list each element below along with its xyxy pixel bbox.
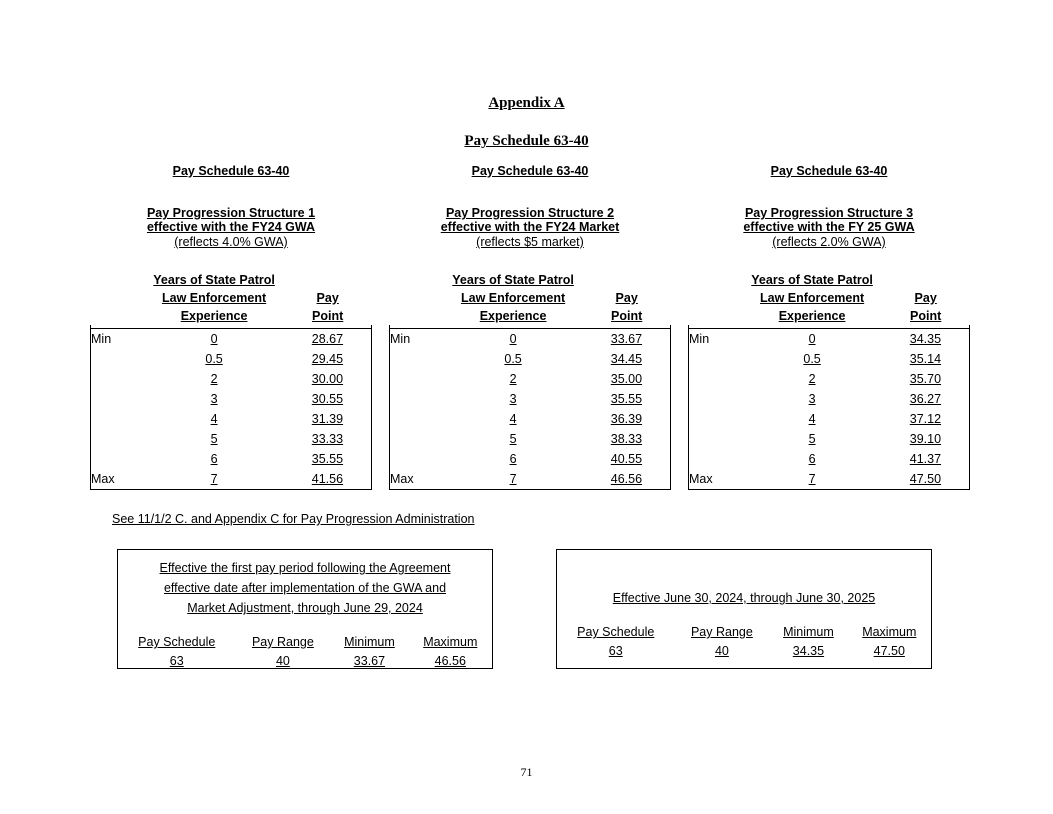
row-point-value: 33.67	[610, 332, 643, 346]
table-row	[689, 409, 970, 429]
table-row	[390, 409, 671, 429]
row-marker	[689, 389, 743, 409]
column-1-schedule-heading: Pay Schedule 63-40	[172, 164, 290, 178]
table-1-pay-header	[284, 271, 372, 325]
row-marker	[689, 349, 743, 369]
row-years	[742, 409, 882, 429]
table-row	[689, 469, 970, 490]
row-years	[742, 349, 882, 369]
box-right-title	[557, 550, 931, 608]
row-years-value: 0.5	[803, 352, 821, 366]
row-point	[583, 429, 671, 449]
row-point	[583, 329, 671, 350]
pay-structure-column-1	[90, 164, 372, 490]
row-point-value: 36.27	[909, 392, 942, 406]
table-row	[689, 449, 970, 469]
table-1-years-header	[144, 271, 284, 325]
row-point	[882, 469, 970, 490]
row-point	[583, 369, 671, 389]
row-marker	[689, 369, 743, 389]
row-years-value: 7	[210, 472, 218, 486]
row-marker	[91, 429, 145, 449]
row-point	[882, 449, 970, 469]
row-years	[144, 449, 284, 469]
row-years-value: 6	[808, 452, 816, 466]
row-point	[583, 409, 671, 429]
row-point	[882, 409, 970, 429]
row-years	[443, 409, 583, 429]
row-point-value: 46.56	[610, 472, 643, 486]
row-point-value: 29.45	[311, 352, 344, 366]
table-row	[390, 449, 671, 469]
box-left-value-pay-range-text: 40	[275, 654, 290, 668]
box-right-header-pay-schedule: Pay Schedule	[577, 625, 655, 639]
administration-note: See 11/1/2 C. and Appendix C for Pay Progression Administration	[112, 512, 475, 526]
box-right-header-pay-range: Pay Range	[690, 625, 753, 639]
column-2-structure-line2: effective with the FY24 Market	[440, 220, 620, 234]
box-left-title-line2: effective date after implementation of the GWA and	[163, 581, 447, 595]
table-1-years-line2: Law Enforcement	[161, 291, 267, 305]
table-2-body	[390, 329, 671, 490]
row-point-value: 30.55	[311, 392, 344, 406]
box-right-title-line1: Effective June 30, 2024, through June 30, 2025	[612, 591, 876, 605]
table-2-pay-header	[583, 271, 671, 325]
table-2-pay-line2: Point	[611, 309, 643, 323]
row-point	[284, 409, 372, 429]
row-point-value: 31.39	[311, 412, 344, 426]
box-right-value-maximum-text: 47.50	[873, 644, 905, 658]
row-point-value: 38.33	[610, 432, 643, 446]
pay-structure-column-2	[389, 164, 671, 490]
row-point	[583, 389, 671, 409]
row-years-value: 2	[808, 372, 816, 386]
row-point-value: 34.45	[610, 352, 643, 366]
table-row	[91, 369, 372, 389]
table-row	[91, 449, 372, 469]
row-years	[742, 329, 882, 350]
row-years	[443, 329, 583, 350]
box-right-value-pay-schedule-text: 63	[608, 644, 623, 658]
row-years	[742, 469, 882, 490]
table-row	[689, 329, 970, 350]
table-3-years-line2: Law Enforcement	[759, 291, 865, 305]
table-2-years-line1: Years of State Patrol	[452, 273, 574, 287]
row-marker	[689, 429, 743, 449]
row-years	[742, 389, 882, 409]
box-left-value-maximum	[409, 653, 492, 669]
row-marker	[689, 449, 743, 469]
row-marker: Min	[91, 329, 145, 350]
row-marker	[390, 409, 444, 429]
row-point-value: 34.35	[909, 332, 942, 346]
row-point-value: 35.70	[909, 372, 942, 386]
row-marker	[91, 349, 145, 369]
column-2-structure-note: (reflects $5 market)	[476, 235, 584, 249]
box-left-table	[118, 634, 492, 669]
table-3-years-line3: Experience	[778, 309, 846, 323]
row-point	[284, 429, 372, 449]
table-1-years-line3: Experience	[180, 309, 248, 323]
row-marker	[91, 389, 145, 409]
column-2-schedule-heading: Pay Schedule 63-40	[471, 164, 589, 178]
row-marker	[390, 389, 444, 409]
row-marker	[91, 369, 145, 389]
row-marker: Max	[91, 469, 145, 490]
row-years	[144, 409, 284, 429]
row-marker: Min	[390, 329, 444, 350]
row-point-value: 33.33	[311, 432, 344, 446]
box-left-header-maximum: Maximum	[423, 635, 478, 649]
row-point	[284, 449, 372, 469]
box-right-header-minimum: Minimum	[783, 625, 834, 639]
row-point-value: 47.50	[909, 472, 942, 486]
table-1-body	[91, 329, 372, 490]
table-row	[689, 349, 970, 369]
row-marker	[91, 449, 145, 469]
row-years-value: 0.5	[504, 352, 522, 366]
column-2-structure-line1: Pay Progression Structure 2	[445, 206, 615, 220]
row-years	[144, 349, 284, 369]
box-left-value-pay-range	[236, 653, 331, 669]
box-right-value-pay-schedule	[557, 643, 675, 659]
row-years-value: 3	[808, 392, 816, 406]
row-point-value: 40.55	[610, 452, 643, 466]
box-right-header-maximum: Maximum	[862, 625, 917, 639]
row-point	[284, 349, 372, 369]
box-left-value-row	[118, 653, 492, 669]
pay-table-1	[90, 271, 372, 490]
table-row	[390, 469, 671, 490]
box-right-table	[557, 624, 931, 659]
table-row	[390, 389, 671, 409]
row-years	[144, 429, 284, 449]
row-years	[742, 429, 882, 449]
table-row	[91, 429, 372, 449]
row-marker: Min	[689, 329, 743, 350]
row-years	[443, 449, 583, 469]
row-marker	[91, 409, 145, 429]
row-years-value: 0.5	[205, 352, 223, 366]
row-years	[443, 389, 583, 409]
row-point-value: 35.00	[610, 372, 643, 386]
row-point	[882, 389, 970, 409]
row-years-value: 3	[210, 392, 218, 406]
box-left-title	[118, 550, 492, 618]
row-years	[144, 329, 284, 350]
table-3-years-header	[742, 271, 882, 325]
row-point-value: 37.12	[909, 412, 942, 426]
row-years-value: 4	[808, 412, 816, 426]
table-1-pay-line1: Pay	[316, 291, 339, 305]
row-years-value: 0	[210, 332, 218, 346]
pay-table-3	[688, 271, 970, 490]
table-2-pay-line1: Pay	[615, 291, 638, 305]
row-years-value: 7	[509, 472, 517, 486]
column-3-schedule-heading: Pay Schedule 63-40	[770, 164, 888, 178]
table-3-years-line1: Years of State Patrol	[751, 273, 873, 287]
table-3-pay-line1: Pay	[914, 291, 937, 305]
table-row	[689, 369, 970, 389]
row-point-value: 41.37	[909, 452, 942, 466]
row-point-value: 35.55	[311, 452, 344, 466]
table-row	[91, 329, 372, 350]
column-3-structure-line1: Pay Progression Structure 3	[744, 206, 914, 220]
pay-range-box-right	[556, 549, 932, 669]
row-years-value: 5	[210, 432, 218, 446]
table-row	[91, 469, 372, 490]
table-1-minmax-header	[91, 271, 145, 325]
row-marker	[689, 409, 743, 429]
row-point	[284, 329, 372, 350]
row-years-value: 0	[509, 332, 517, 346]
table-3-body	[689, 329, 970, 490]
table-row	[91, 349, 372, 369]
box-left-header-minimum: Minimum	[344, 635, 395, 649]
row-marker: Max	[689, 469, 743, 490]
box-left-header-pay-schedule: Pay Schedule	[138, 635, 216, 649]
row-marker	[390, 369, 444, 389]
row-marker: Max	[390, 469, 444, 490]
table-row	[689, 429, 970, 449]
row-years-value: 3	[509, 392, 517, 406]
row-years	[742, 449, 882, 469]
row-years-value: 5	[808, 432, 816, 446]
column-3-structure-note: (reflects 2.0% GWA)	[772, 235, 886, 249]
row-point	[284, 469, 372, 490]
box-right-value-pay-range	[675, 643, 770, 659]
row-years-value: 6	[509, 452, 517, 466]
table-row	[91, 409, 372, 429]
box-left-value-pay-schedule-text: 63	[169, 654, 184, 668]
row-point-value: 30.00	[311, 372, 344, 386]
box-left-value-minimum-text: 33.67	[353, 654, 386, 668]
row-years-value: 2	[210, 372, 218, 386]
table-2-years-line2: Law Enforcement	[460, 291, 566, 305]
row-years-value: 5	[509, 432, 517, 446]
row-point	[882, 429, 970, 449]
row-marker	[390, 349, 444, 369]
box-left-title-line3: Market Adjustment, through June 29, 2024	[187, 601, 423, 615]
row-point	[882, 369, 970, 389]
column-1-heading	[90, 164, 372, 249]
table-row	[390, 329, 671, 350]
box-right-value-row	[557, 643, 931, 659]
pay-structure-columns	[90, 164, 970, 490]
table-row	[390, 369, 671, 389]
row-years-value: 4	[210, 412, 218, 426]
row-point	[583, 449, 671, 469]
row-point	[882, 349, 970, 369]
table-3-pay-header	[882, 271, 970, 325]
row-point-value: 41.56	[311, 472, 344, 486]
row-point	[284, 389, 372, 409]
pay-table-2	[389, 271, 671, 490]
row-years-value: 2	[509, 372, 517, 386]
table-row	[390, 429, 671, 449]
row-point	[882, 329, 970, 350]
column-1-structure-line1: Pay Progression Structure 1	[146, 206, 316, 220]
box-left-value-minimum	[330, 653, 408, 669]
row-point-value: 28.67	[311, 332, 344, 346]
table-row	[689, 389, 970, 409]
row-marker	[390, 429, 444, 449]
row-years	[742, 369, 882, 389]
table-1-years-line1: Years of State Patrol	[153, 273, 275, 287]
row-years	[144, 369, 284, 389]
row-point	[583, 349, 671, 369]
page-number: 71	[520, 765, 533, 779]
column-1-structure-line2: effective with the FY24 GWA	[146, 220, 316, 234]
box-left-header-pay-range: Pay Range	[251, 635, 314, 649]
row-point	[583, 469, 671, 490]
column-3-heading	[688, 164, 970, 249]
row-years-value: 7	[808, 472, 816, 486]
table-row	[390, 349, 671, 369]
box-right-value-minimum	[769, 643, 847, 659]
table-2-years-line3: Experience	[479, 309, 547, 323]
row-years-value: 4	[509, 412, 517, 426]
row-years	[443, 349, 583, 369]
box-left-title-line1: Effective the first pay period following the Agreement	[159, 561, 451, 575]
row-point-value: 35.14	[909, 352, 942, 366]
table-3-minmax-header	[689, 271, 743, 325]
row-point-value: 36.39	[610, 412, 643, 426]
page-title: Appendix A	[488, 95, 565, 111]
box-right-value-pay-range-text: 40	[714, 644, 729, 658]
row-years	[144, 389, 284, 409]
row-years-value: 0	[808, 332, 816, 346]
pay-structure-column-3	[688, 164, 970, 490]
box-left-value-maximum-text: 46.56	[434, 654, 466, 668]
row-years	[144, 469, 284, 490]
pay-range-box-left	[117, 549, 493, 669]
column-3-structure-line2: effective with the FY 25 GWA	[743, 220, 915, 234]
box-right-value-maximum	[848, 643, 931, 659]
table-row	[91, 389, 372, 409]
row-point-value: 39.10	[909, 432, 942, 446]
row-marker	[390, 449, 444, 469]
row-years	[443, 469, 583, 490]
row-years	[443, 369, 583, 389]
table-2-years-header	[443, 271, 583, 325]
column-2-heading	[389, 164, 671, 249]
table-1-pay-line2: Point	[312, 309, 344, 323]
row-point-value: 35.55	[610, 392, 643, 406]
row-years-value: 6	[210, 452, 218, 466]
box-left-value-pay-schedule	[118, 653, 236, 669]
row-point	[284, 369, 372, 389]
column-1-structure-note: (reflects 4.0% GWA)	[174, 235, 288, 249]
row-years	[443, 429, 583, 449]
table-2-minmax-header	[390, 271, 444, 325]
box-right-value-minimum-text: 34.35	[792, 644, 825, 658]
page-subtitle: Pay Schedule 63-40	[464, 133, 589, 149]
table-3-pay-line2: Point	[910, 309, 942, 323]
